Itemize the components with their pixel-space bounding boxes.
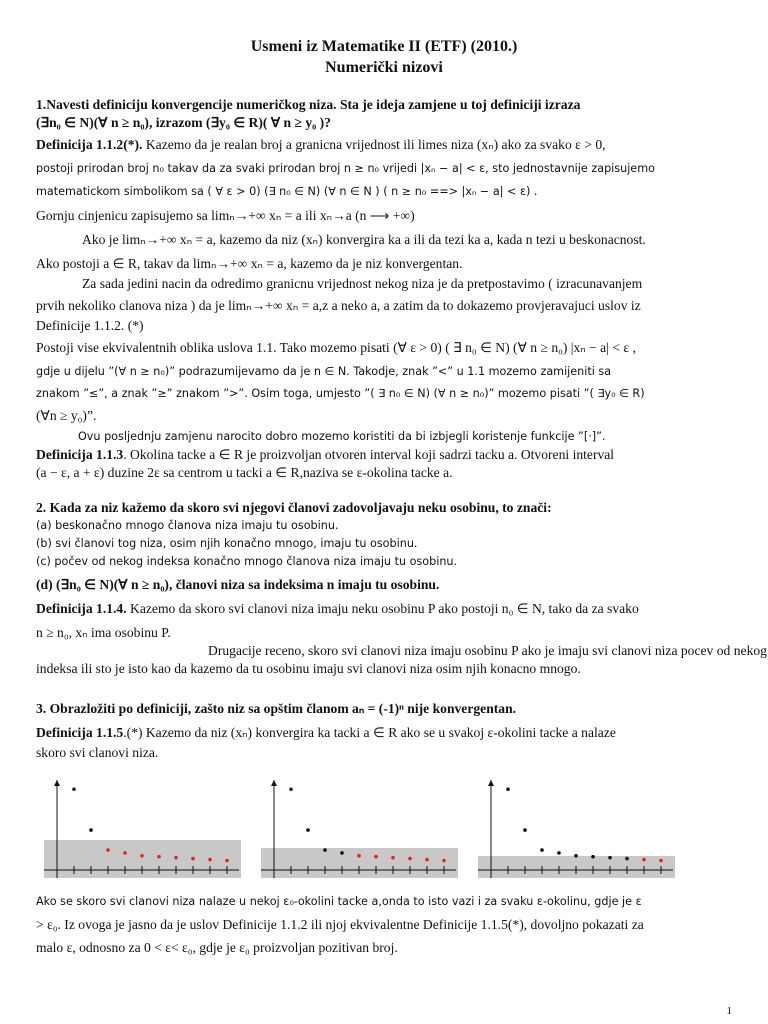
sequence-point: [442, 859, 446, 863]
sequence-point: [174, 856, 178, 860]
q1-heading-line-1: 1.Navesti definiciju konvergencije numeričkog niza. Sta je ideja zamjene u toj definiciji izraza: [36, 97, 581, 112]
q1-paragraph-equivalent-3: znakom ”≤”, a znak ”≥” znakom ”>”. Osim toga, umjesto ”( ∃ n₀ ∈ N) (∀ n ≥ n₀)” mozemo pisati ”( ∃y₀ ∈ R): [36, 387, 645, 400]
y-axis-arrow: [54, 780, 60, 786]
sequence-point: [540, 848, 544, 852]
sequence-point: [140, 854, 144, 858]
q2-paragraph-1: Drugacije receno, skoro svi clanovi niza imaju osobinu P ako je imaju svi clanovi niza pocev od nekog: [208, 643, 767, 658]
q2-option-c: (c) počev od nekog indeksa konačno mnogo članova niza imaju tu osobinu.: [36, 555, 458, 568]
definition-label: Definicija 1.1.5: [36, 725, 124, 740]
sequence-point: [89, 828, 93, 832]
sequence-point: [123, 851, 127, 855]
q3-paragraph-2: > ε₀. Iz ovoga je jasno da je uslov Definicije 1.1.2 ili njoj ekvivalentne Definicije 1.1.5(*), dovoljno pokazati za: [36, 917, 644, 932]
y-axis-arrow: [488, 780, 494, 786]
q1-paragraph-convergence-2: Ako postoji a ∈ R, takav da limₙ→+∞ xₙ = a, kazemo da je niz konvergentan.: [36, 256, 463, 271]
q1-paragraph-equivalent-2: gdje u dijelu ”(∀ n ≥ n₀)” podrazumijevamo da je n ∈ N. Takodje, znak ”<” u 1.1 mozemo zamijeniti sa: [36, 365, 612, 378]
page-number: 1: [726, 1005, 732, 1017]
q1-heading-line-2: (∃n₀ ∈ N)(∀ n ≥ n₀), izrazom (∃y₀ ∈ R)( ∀ n ≥ y₀ )?: [36, 115, 331, 130]
definition-text: . Okolina tacke a ∈ R je proizvoljan otvoren interval koji sadrzi tacku a. Otvoreni interval: [123, 447, 615, 462]
q2-option-b: (b) svi članovi tog niza, osim njih konačno mnogo, imaju tu osobinu.: [36, 537, 418, 550]
q1-paragraph-limit-notation: Gornju cinjenicu zapisujemo sa limₙ→+∞ xₙ = a ili xₙ→a (n ⟶ +∞): [36, 208, 415, 223]
sequence-point: [208, 858, 212, 862]
definition-label: Definicija 1.1.3: [36, 447, 124, 462]
q1-paragraph-method-3: Definicije 1.1.2. (*): [36, 318, 144, 333]
q1-paragraph-method-1: Za sada jedini nacin da odredimo granicnu vrijednost nekog niza je da pretpostavimo ( izracunavanjem: [82, 276, 643, 291]
q2-option-a: (a) beskonačno mnogo članova niza imaju tu osobinu.: [36, 519, 339, 532]
sequence-point: [306, 828, 310, 832]
sequence-point: [323, 848, 327, 852]
sequence-point: [72, 787, 76, 791]
sequence-point: [506, 787, 510, 791]
q2-heading: 2. Kada za niz kažemo da skoro svi njegovi članovi zadovoljavaju neku osobinu, to znači:: [36, 500, 552, 515]
q2-definition-line-1: [36, 600, 639, 618]
q3-paragraph-3: malo ε, odnosno za 0 < ε< ε₀, gdje je ε₀ proizvoljan pozitivan broj.: [36, 940, 398, 955]
sequence-point: [591, 855, 595, 859]
q1-definition-line-2: postoji prirodan broj n₀ takav da za svaki prirodan broj n ≥ n₀ vrijedi |xₙ − a| < ε, sto jednostavnije zapisujemo: [36, 162, 655, 175]
definition-label: Definicija 1.1.2(*).: [36, 137, 143, 152]
sequence-point: [625, 857, 629, 861]
q3-definition-line-2: skoro svi clanovi niza.: [36, 745, 159, 760]
q1-paragraph-floor-function: Ovu posljednju zamjenu narocito dobro mozemo koristiti da bi izbjegli koristenje funkcije ”[·]”.: [78, 430, 606, 443]
sequence-point: [391, 856, 395, 860]
q2-definition-line-2: n ≥ n₀, xₙ ima osobinu P.: [36, 625, 171, 640]
figure-neighborhood-3: [474, 774, 679, 884]
sequence-point: [574, 854, 578, 858]
sequence-point: [106, 848, 110, 852]
sequence-point: [374, 855, 378, 859]
sequence-point: [225, 859, 229, 863]
sequence-point: [659, 859, 663, 863]
q3-definition-line-1: [36, 724, 616, 742]
sequence-point: [157, 855, 161, 859]
definition-label: Definicija 1.1.4.: [36, 601, 127, 616]
q2-option-d: (d) (∃n₀ ∈ N)(∀ n ≥ n₀), članovi niza sa indeksima n imaju tu osobinu.: [36, 577, 440, 592]
q1-definition-line-1: [36, 136, 606, 154]
sequence-point: [357, 854, 361, 858]
sequence-point: [340, 851, 344, 855]
q1-definition-line-3: matematickom simbolikom sa ( ∀ ε > 0) (∃ n₀ ∈ N) (∀ n ∈ N ) ( n ≥ n₀ ==> |xₙ − a| < ε) .: [36, 185, 538, 198]
y-axis-arrow: [271, 780, 277, 786]
figure-neighborhood-1: [40, 774, 245, 884]
sequence-point: [191, 857, 195, 861]
figure-neighborhood-2: [257, 774, 462, 884]
q1-paragraph-method-2: prvih nekoliko clanova niza ) da je limₙ→+∞ xₙ = a,z a neko a, a zatim da to dokazemo provjeravajuci uslov iz: [36, 298, 641, 313]
sequence-point: [289, 787, 293, 791]
sequence-point: [642, 858, 646, 862]
q1-paragraph-convergence-1: Ako je limₙ→+∞ xₙ = a, kazemo da niz (xₙ) konvergira ka a ili da tezi ka a, kada n tezi u beskonacnost.: [82, 232, 646, 247]
sequence-point: [523, 828, 527, 832]
q1-paragraph-equivalent-1: Postoji vise ekvivalentnih oblika uslova 1.1. Tako mozemo pisati (∀ ε > 0) ( ∃ n₀ ∈ N) (∀ n ≥ n₀) |xₙ − a| < ε ,: [36, 340, 636, 355]
definition-text: Kazemo da skoro svi clanovi niza imaju neku osobinu P ako postoji n₀ ∈ N, tako da za svako: [126, 601, 639, 616]
q2-paragraph-2: indeksa ili sto je isto kao da kazemo da tu osobinu imaju svi clanovi niza osim njih konacno mnogo.: [36, 661, 581, 676]
q1-paragraph-equivalent-4: (∀n ≥ y₀)”.: [36, 408, 97, 423]
definition-text: Kazemo da je realan broj a granicna vrijednost ili limes niza (xₙ) ako za svako ε > 0,: [142, 137, 606, 152]
sequence-point: [425, 858, 429, 862]
document-subtitle: Numerički nizovi: [325, 59, 443, 76]
sequence-point: [557, 851, 561, 855]
definition-text: .(*) Kazemo da niz (xₙ) konvergira ka tacki a ∈ R ako se u svakoj ε-okolini tacke a nalaze: [123, 725, 616, 740]
document-title: Usmeni iz Matematike II (ETF) (2010.): [250, 38, 518, 55]
q3-paragraph-1: Ako se skoro svi clanovi niza nalaze u nekoj ε₀-okolini tacke a,onda to isto vazi i za svaku ε-okolinu, gdje je ε: [36, 895, 642, 908]
sequence-point: [608, 856, 612, 860]
sequence-point: [408, 857, 412, 861]
q3-heading: 3. Obrazložiti po definiciji, zašto niz sa opštim članom aₙ = (-1)ⁿ nije konvergentan.: [36, 701, 517, 716]
q1-definition-2-line-2: (a − ε, a + ε) duzine 2ε sa centrom u tacki a ∈ R,naziva se ε-okolina tacke a.: [36, 465, 453, 480]
q1-definition-2-line-1: [36, 446, 614, 464]
